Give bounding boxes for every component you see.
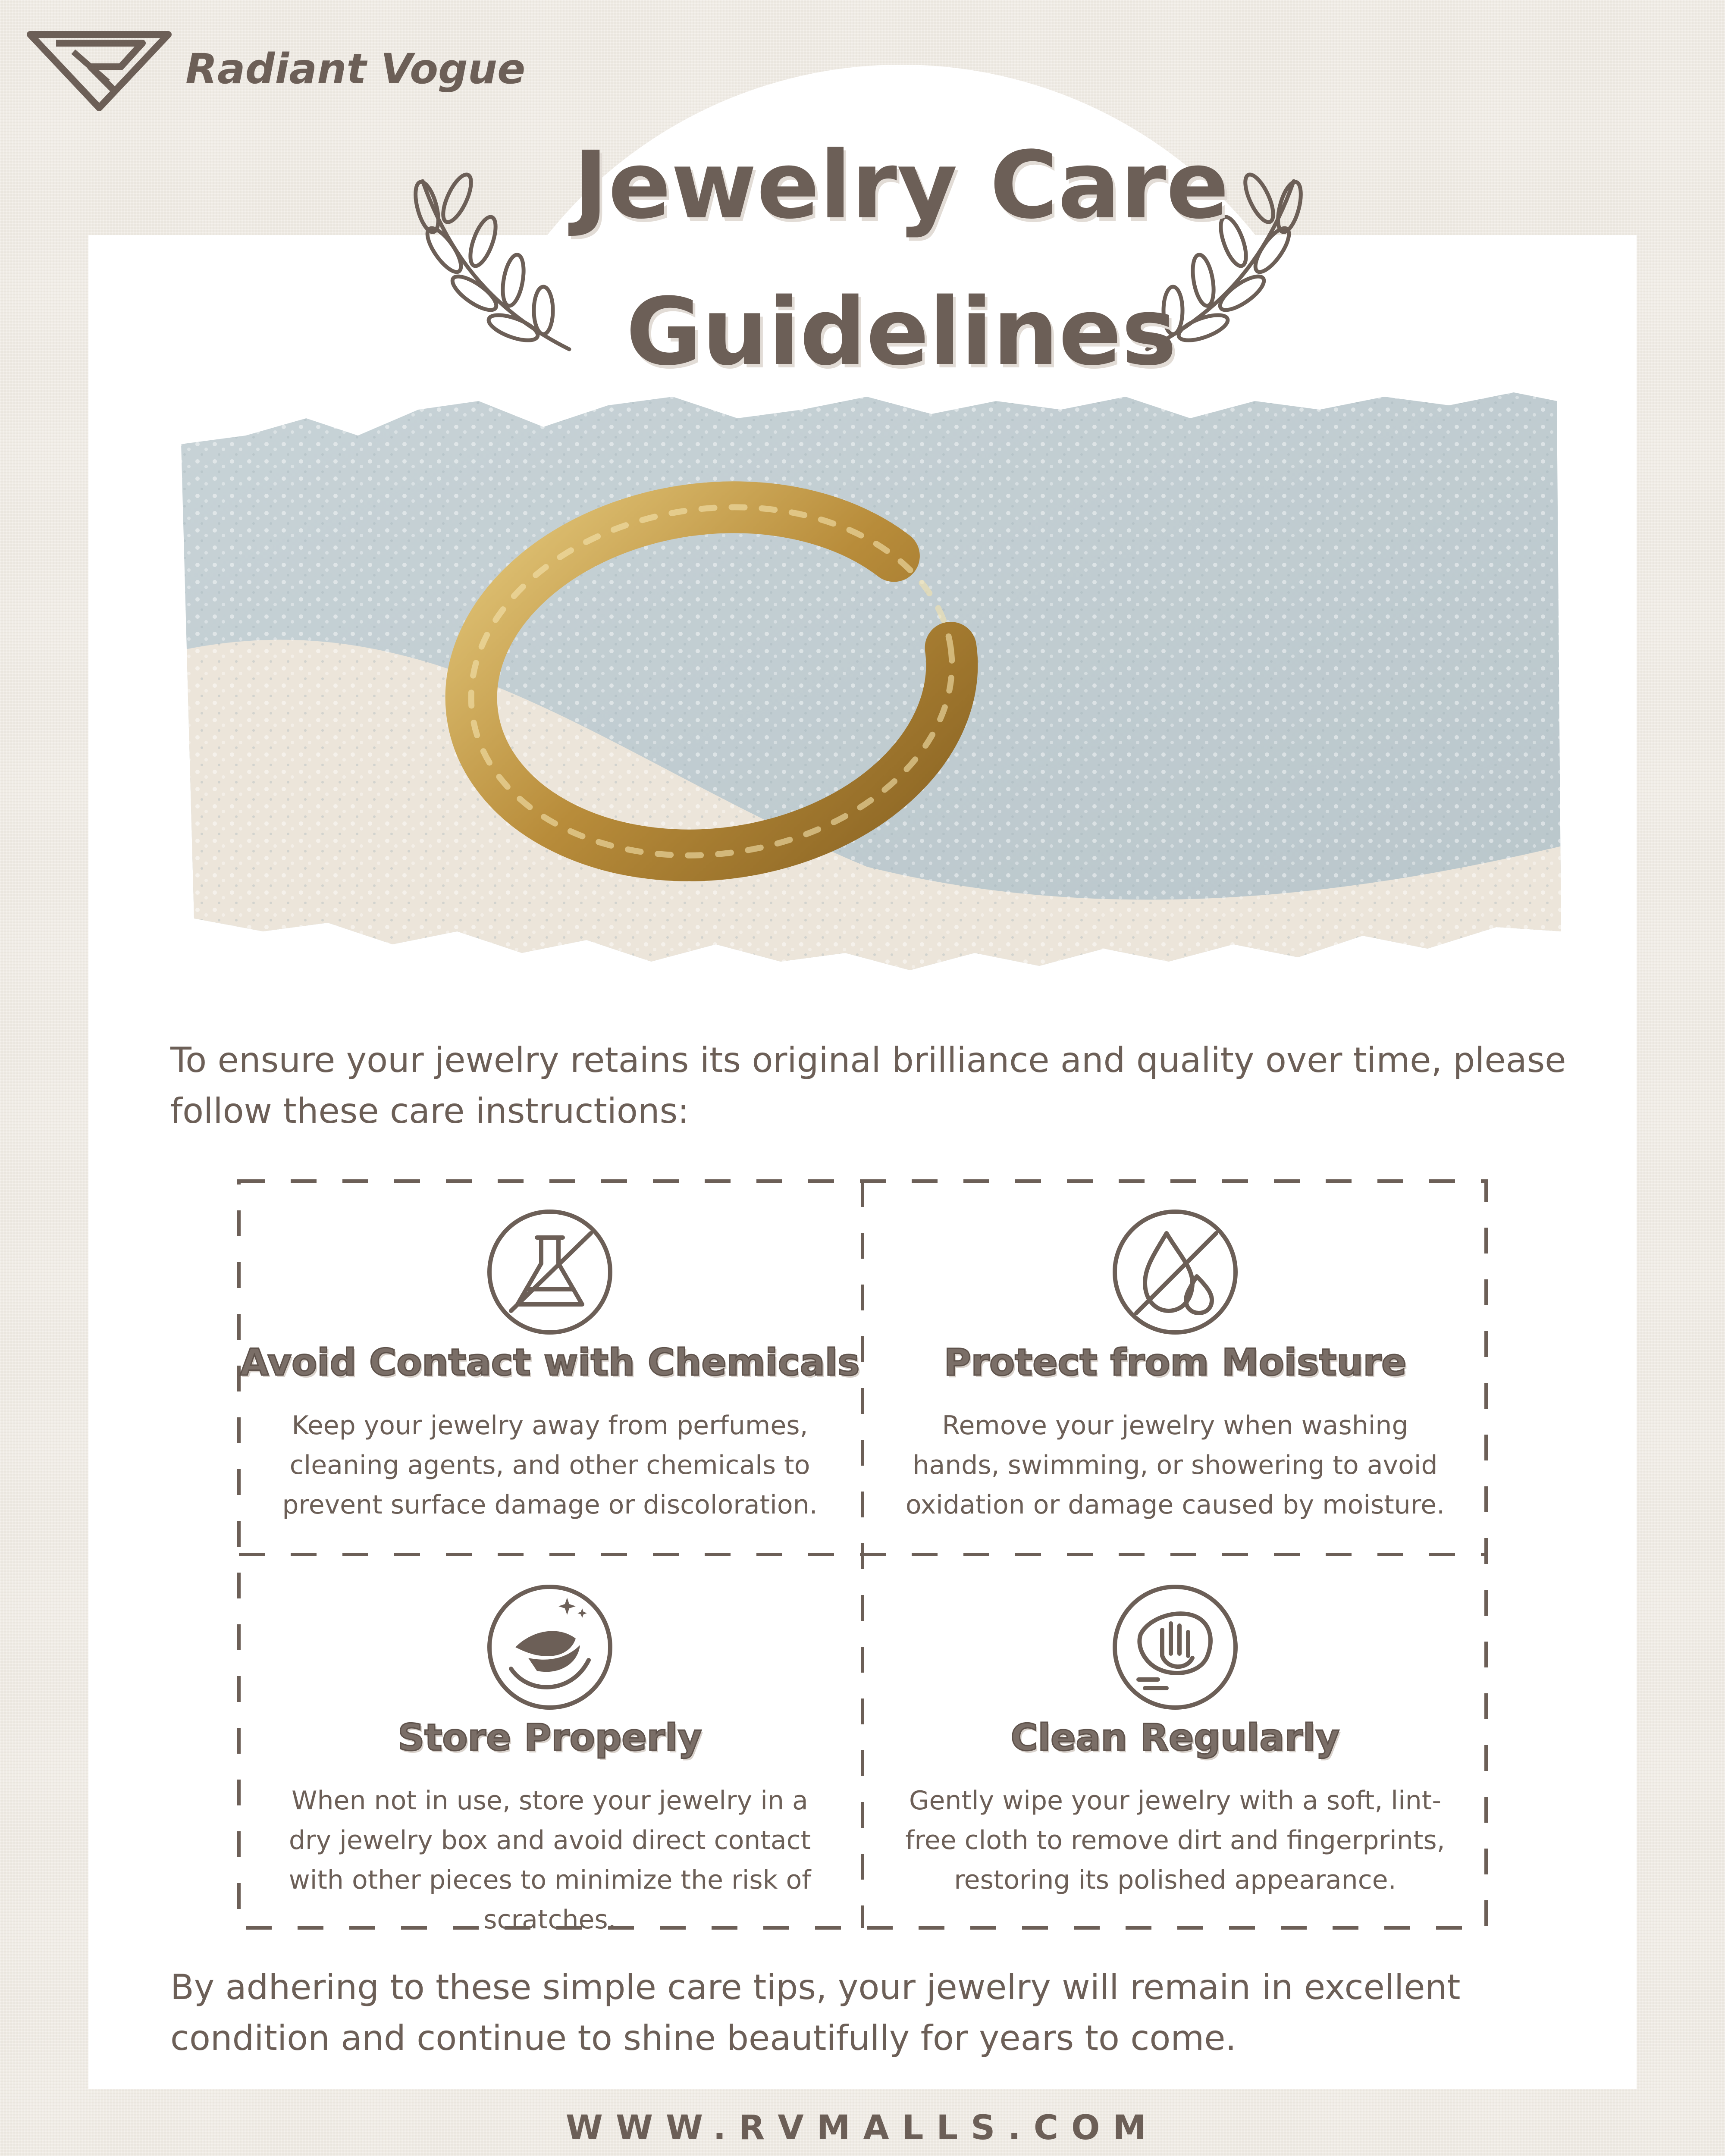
tip-description: Keep your jewelry away from perfumes, cleaning agents, and other chemicals to prevent surface damage or discoloration. xyxy=(282,1410,818,1520)
tip-description: Gently wipe your jewelry with a soft, lint-free cloth to remove dirt and fingerprints, restoring its polished appearance. xyxy=(905,1786,1445,1895)
tip-description: Remove your jewelry when washing hands, swimming, or showering to avoid oxidation or damage caused by moisture. xyxy=(905,1410,1445,1520)
no-chemicals-icon xyxy=(485,1207,615,1337)
closing-text: By adhering to these simple care tips, your jewelry will remain in excellent condition and continue to shine beautifully for years to come. xyxy=(170,1967,1461,2058)
tip-title: Avoid Contact with Chemicals xyxy=(240,1341,860,1384)
brand-name: Radiant Vogue xyxy=(185,45,526,93)
care-tip-card xyxy=(237,1179,862,1554)
tip-title: Clean Regularly xyxy=(1010,1716,1340,1759)
jewelry-box-icon xyxy=(485,1583,615,1712)
care-tip-card xyxy=(237,1554,862,1935)
tip-title: Store Properly xyxy=(398,1716,702,1759)
brand-logo[interactable] xyxy=(26,26,525,112)
page-title: Jewelry Care Guidelines xyxy=(574,131,1229,386)
tip-description: When not in use, store your jewelry in a dry jewelry box and avoid direct contact with other pieces to minimize the risk of scratches. xyxy=(289,1786,811,1935)
wiping-cloth-icon xyxy=(1110,1583,1240,1712)
tip-title: Protect from Moisture xyxy=(944,1341,1407,1384)
care-tips-grid xyxy=(237,1179,1488,1935)
care-tip-card xyxy=(862,1179,1488,1554)
hero-photo xyxy=(177,371,1565,975)
care-tip-card xyxy=(862,1554,1488,1930)
rv-monogram-icon xyxy=(26,26,172,112)
intro-text: To ensure your jewelry retains its original brilliance and quality over time, please follow these care instructions: xyxy=(170,1040,1566,1131)
no-water-drop-icon xyxy=(1110,1207,1240,1337)
website-link[interactable]: WWW.RVMALLS.COM xyxy=(565,2109,1160,2147)
